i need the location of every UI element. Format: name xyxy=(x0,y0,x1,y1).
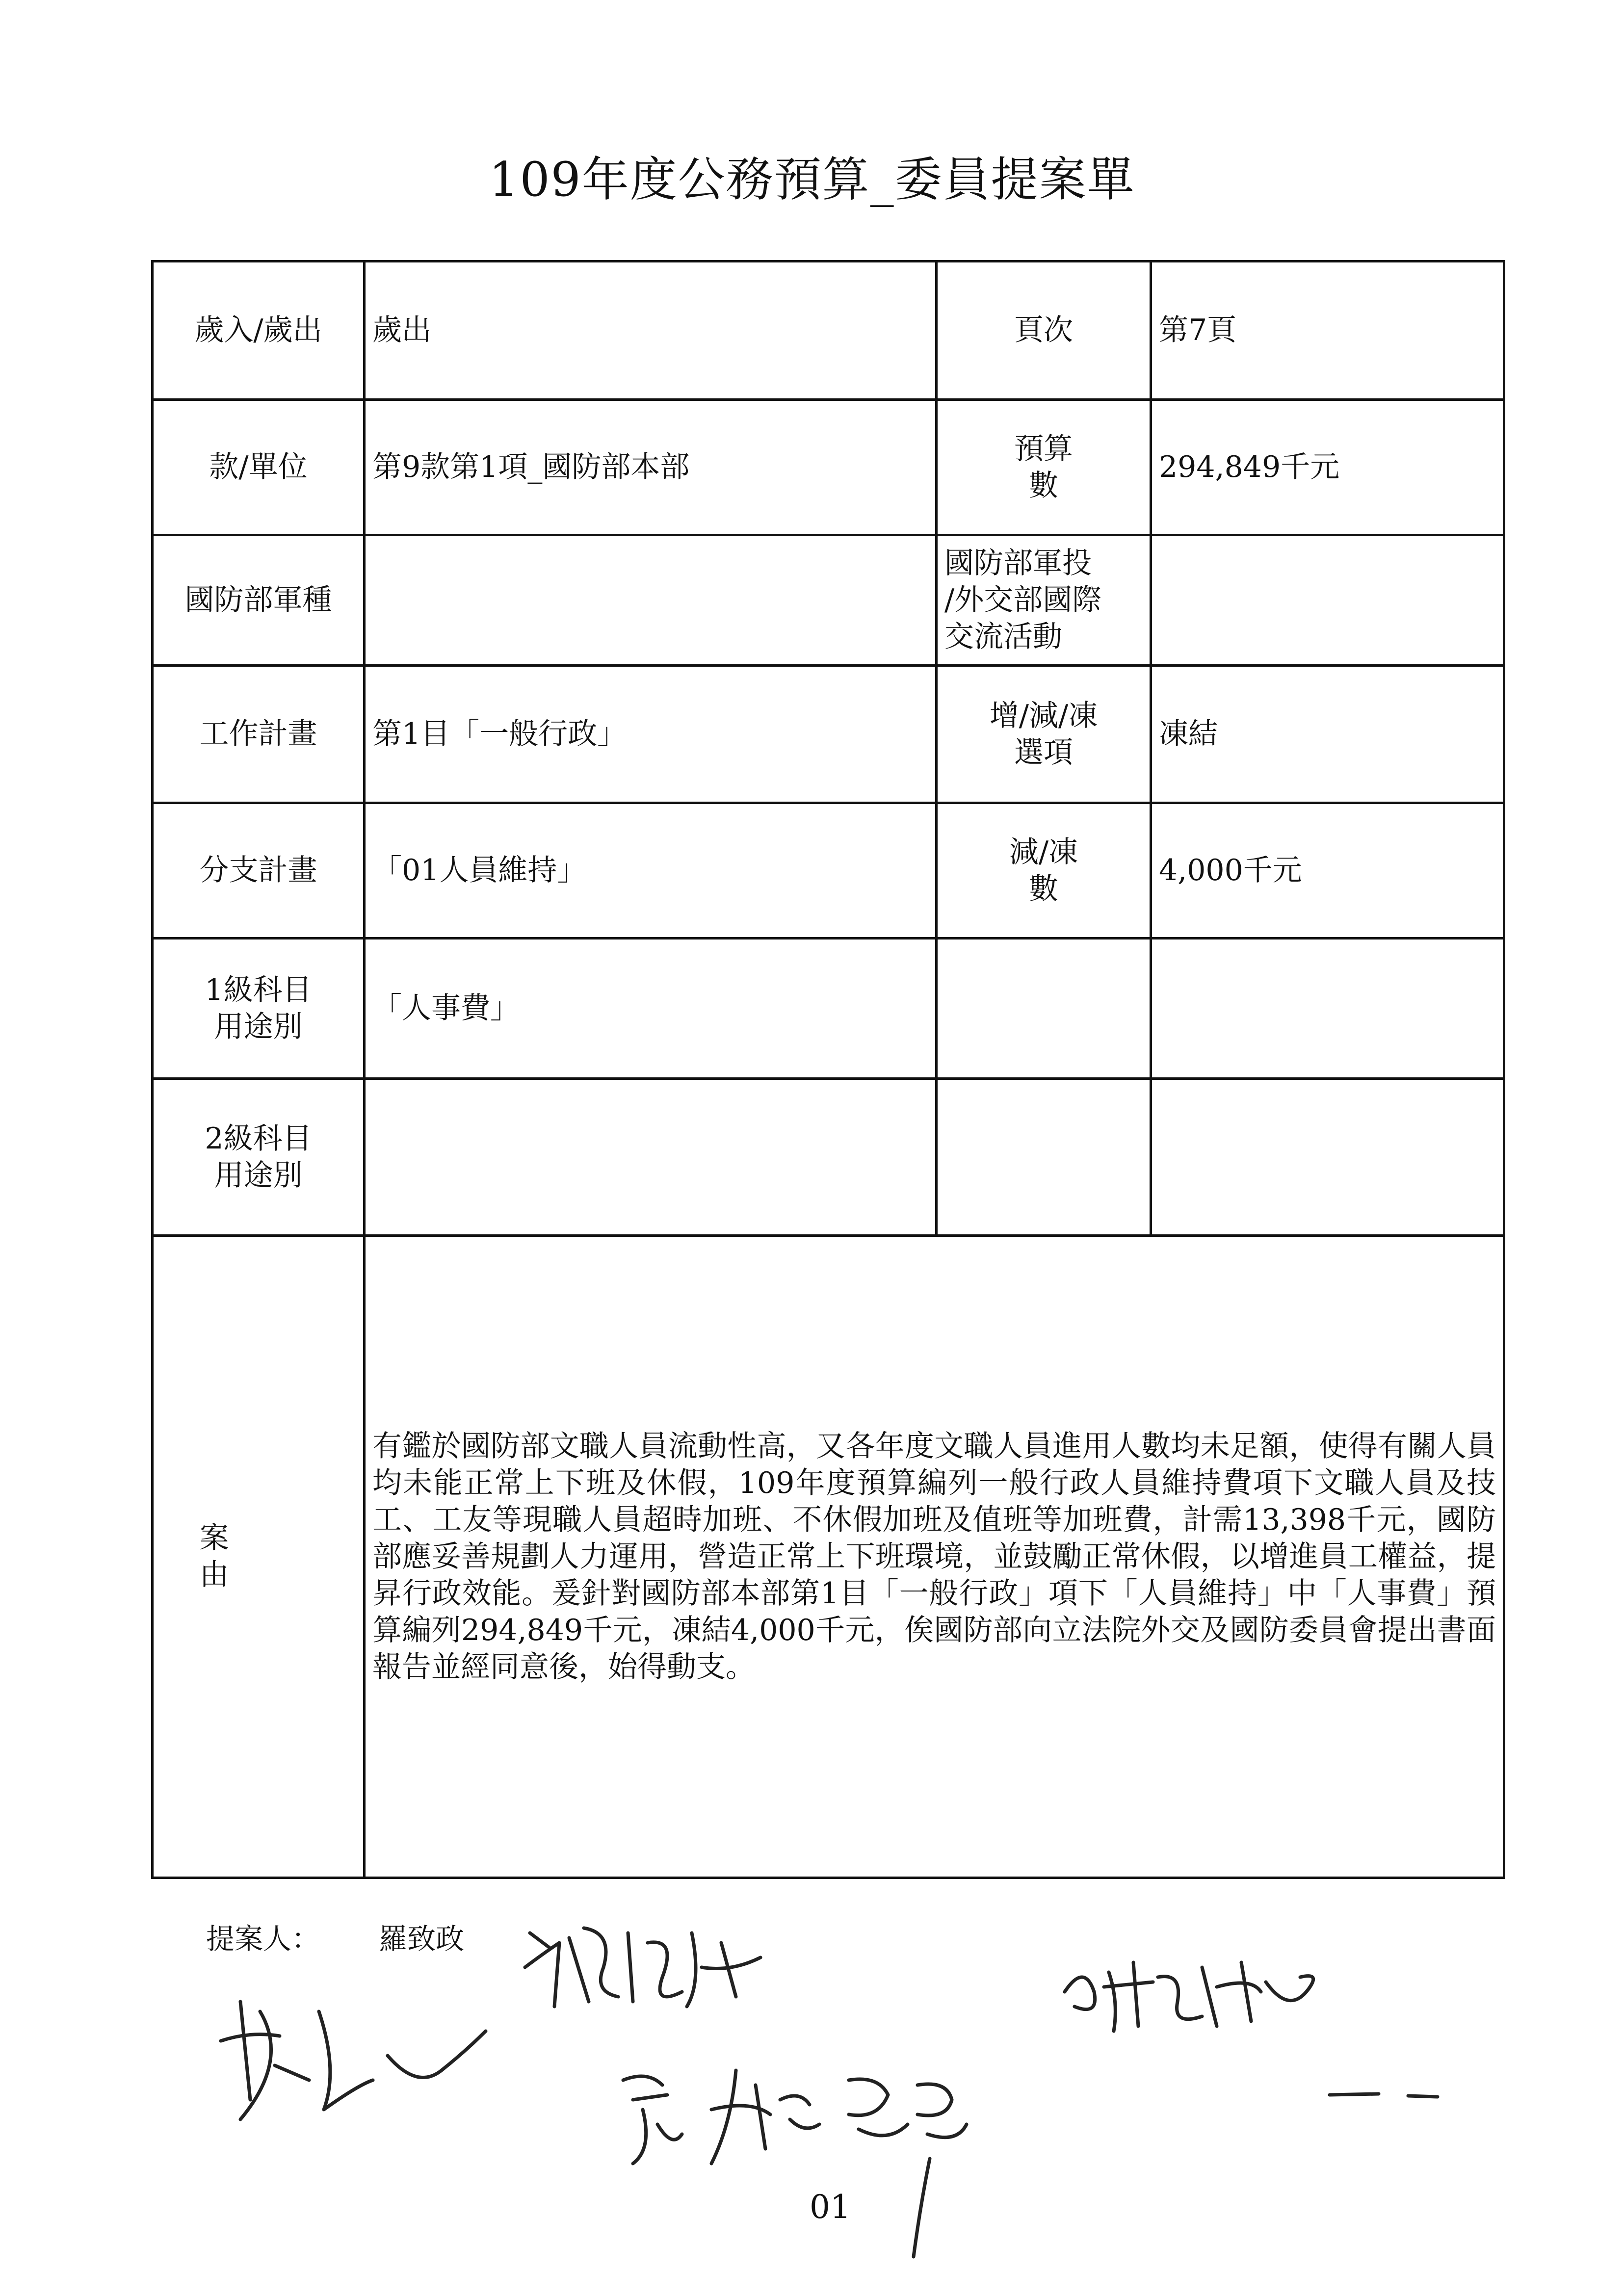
field-value: 第1目「一般行政」 xyxy=(365,666,937,803)
field-value: 「人事費」 xyxy=(365,939,937,1079)
table-row xyxy=(153,261,1504,400)
field-value xyxy=(1151,939,1504,1079)
mark-dash xyxy=(1325,2085,1442,2105)
field-value xyxy=(365,535,937,666)
field-label xyxy=(937,939,1151,1079)
field-label: 工作計畫 xyxy=(153,666,365,803)
signature-3 xyxy=(211,1972,505,2134)
field-value: 第7頁 xyxy=(1151,261,1504,400)
signature-2 xyxy=(1055,1943,1330,2041)
table-row xyxy=(153,535,1504,666)
field-value: 「01人員維持」 xyxy=(365,803,937,939)
field-label: 分支計畫 xyxy=(153,803,365,939)
reason-label: 案由 xyxy=(153,1236,365,1878)
field-value: 4,000千元 xyxy=(1151,803,1504,939)
field-value xyxy=(1151,1079,1504,1236)
proposer-name: 羅致政 xyxy=(379,1922,465,1956)
proposer-label: 提案人： xyxy=(206,1922,320,1956)
field-value: 第9款第1項_國防部本部 xyxy=(365,400,937,535)
table-row xyxy=(153,1079,1504,1236)
field-label: 歲入/歲出 xyxy=(153,261,365,400)
field-value xyxy=(1151,535,1504,666)
field-label: 國防部軍投 /外交部國際 交流活動 xyxy=(937,535,1151,666)
field-label: 頁次 xyxy=(937,261,1151,400)
field-label: 增/減/凍 選項 xyxy=(937,666,1151,803)
reason-text: 有鑑於國防部文職人員流動性高，又各年度文職人員進用人數均未足額，使得有關人員均未能正常上下班及休假，109年度預算編列一般行政人員維持費項下文職人員及技工、工友等現職人員超時加班、不休假加班及值班等加班費，計需13,398千元，國防部應妥善規劃人力運用，營造正常上下班環境，並鼓勵正常休假，以增進員工權益，提昇行政效能。爰針對國防部本部第1目「一般行政」項下「人員維持」中「人事費」預算編列294,849千元，凍結4,000千元，俟國防部向立法院外交及國防委員會提出書面報告並經同意後，始得動支。 xyxy=(365,1236,1504,1878)
proposer-line xyxy=(206,1916,464,1957)
page-title: 109年度公務預算_委員提案單 xyxy=(489,152,1135,207)
field-label xyxy=(937,1079,1151,1236)
field-label: 預算 數 xyxy=(937,400,1151,535)
table-row xyxy=(153,939,1504,1079)
table-row xyxy=(153,666,1504,803)
signature-4 xyxy=(613,2051,1055,2178)
table-row xyxy=(153,803,1504,939)
table-row xyxy=(153,400,1504,535)
field-label: 2級科目 用途別 xyxy=(153,1079,365,1236)
proposal-form xyxy=(151,260,1503,1879)
field-label: 減/凍 數 xyxy=(937,803,1151,939)
proposal-table xyxy=(151,260,1505,1879)
field-value: 歲出 xyxy=(365,261,937,400)
field-value: 294,849千元 xyxy=(1151,400,1504,535)
mark-stroke xyxy=(903,2149,942,2267)
field-label: 款/單位 xyxy=(153,400,365,535)
signature-1 xyxy=(515,1913,790,2021)
field-value xyxy=(365,1079,937,1236)
field-value: 凍結 xyxy=(1151,666,1504,803)
page-number: 01 xyxy=(810,2188,851,2226)
field-label: 1級科目 用途別 xyxy=(153,939,365,1079)
field-label: 國防部軍種 xyxy=(153,535,365,666)
reason-row xyxy=(153,1236,1504,1878)
